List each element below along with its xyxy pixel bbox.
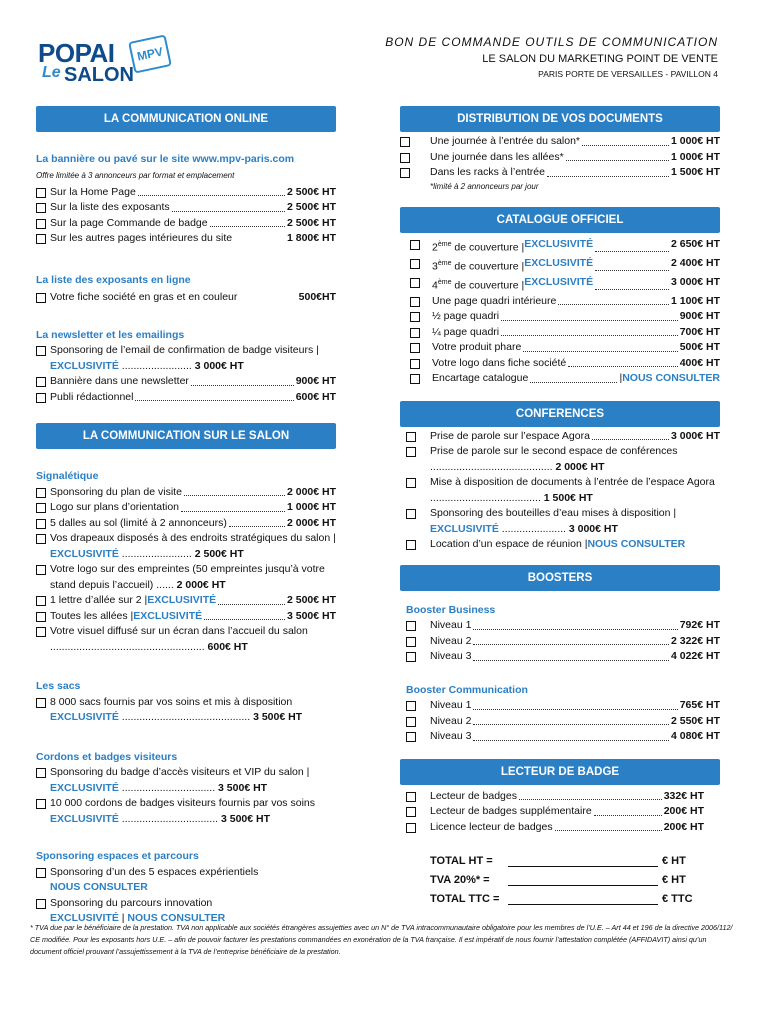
section-liste-title: La liste des exposants en ligne [36, 273, 191, 286]
section-espaces-title: Sponsoring espaces et parcours [36, 850, 199, 862]
left-column [36, 106, 336, 927]
order-item[interactable] [36, 500, 336, 516]
section-cordons-title: Cordons et badges visiteurs [36, 750, 178, 763]
item-label: Votre visuel diffusé sur un écran dans l’accueil du salon [50, 625, 308, 637]
nous-consulter-tag: NOUS CONSULTER [127, 912, 226, 924]
item-label: Niveau 1 [430, 619, 472, 631]
item-label: Logo sur plans d’orientation [50, 501, 180, 513]
item-price: 900€ HT [295, 375, 336, 387]
logo-mpv-bag-icon: MPV [128, 34, 172, 73]
item-price: 1 000€ HT [670, 150, 720, 163]
section-sacs-title: Les sacs [36, 680, 81, 692]
exclusivite-tag: EXCLUSIVITÉ [147, 594, 217, 606]
banner-lecteur: LECTEUR DE BADGE [400, 759, 720, 785]
checkbox[interactable] [406, 447, 420, 456]
order-item[interactable] [36, 216, 336, 232]
separator: | [118, 912, 128, 924]
item-price: 2 500€ HT [286, 216, 336, 229]
exclusivite-tag: EXCLUSIVITÉ [524, 237, 594, 250]
item-label: Sponsoring d’un des 5 espaces expérientiels [50, 865, 259, 878]
order-item[interactable] [400, 714, 720, 730]
checkbox[interactable] [400, 153, 414, 162]
item-label: 1 lettre d’allée sur 2 | [50, 594, 148, 606]
item-label: ½ page quadri [432, 310, 500, 322]
order-item[interactable] [400, 789, 720, 805]
total-label: TVA 20%* = [430, 874, 490, 886]
order-item[interactable] [36, 485, 336, 501]
exclusivite-tag: EXCLUSIVITÉ [430, 522, 499, 535]
section-banniere-title: La bannière ou pavé sur le site www.mpv-paris.com [36, 153, 295, 165]
document-title: BON DE COMMANDE OUTILS DE COMMUNICATION [385, 35, 718, 49]
item-price: 3 000€ HT [194, 359, 244, 372]
item-label: 3ème de couverture | [432, 259, 525, 272]
section-banniere-note: Offre limitée à 3 annonceurs par format et emplacement [36, 170, 235, 180]
item-price: 900€ HT [679, 310, 720, 322]
checkbox[interactable] [400, 168, 414, 177]
total-ttc-row [430, 890, 693, 909]
exclusivite-tag: EXCLUSIVITÉ [524, 256, 594, 269]
item-price: 2 322€ HT [670, 634, 720, 647]
item-label: Votre logo dans fiche société [432, 356, 567, 369]
item-label: Niveau 2 [430, 634, 472, 647]
item-label: Votre fiche société en gras et en couleur [50, 291, 238, 303]
checkbox[interactable] [36, 868, 50, 877]
item-price: 600€ HT [207, 640, 248, 653]
exclusivite-tag: EXCLUSIVITÉ [133, 609, 203, 622]
item-label: Niveau 3 [430, 730, 472, 742]
total-label: TOTAL TTC = [430, 893, 500, 905]
item-label: Lecteur de badges [430, 789, 517, 802]
item-label: Niveau 3 [430, 650, 472, 662]
nous-consulter-tag: NOUS CONSULTER [587, 538, 686, 550]
tva-row [430, 871, 693, 890]
order-item[interactable] [36, 865, 336, 896]
banner-salon: LA COMMUNICATION SUR LE SALON [36, 423, 336, 449]
order-item[interactable]: Votre logo sur des empreintes (50 empreintes jusqu’à votre stand depuis l’accueil) ...... 2 000€ HT [36, 562, 336, 593]
item-label: Sur la page Commande de badge [50, 216, 208, 229]
item-label: Une journée dans les allées* [430, 150, 564, 163]
item-label: Publi rédactionnel [50, 390, 134, 403]
order-item[interactable] [400, 325, 720, 341]
checkbox[interactable] [406, 717, 420, 726]
item-label: Location d’un espace de réunion | [430, 538, 588, 550]
item-price: 2 000€ HT [286, 485, 336, 498]
checkbox[interactable] [406, 792, 420, 801]
order-item[interactable] [400, 309, 720, 325]
order-item[interactable] [400, 804, 720, 820]
checkbox[interactable] [36, 503, 50, 512]
checkbox[interactable] [406, 432, 420, 441]
item-price: 2 500€ HT [194, 547, 244, 560]
nous-consulter-tag: NOUS CONSULTER [50, 881, 148, 893]
order-item[interactable] [400, 618, 720, 634]
separator: | [619, 372, 623, 384]
checkbox[interactable] [36, 377, 50, 386]
order-item[interactable] [400, 356, 720, 372]
item-label: Sponsoring de l’email de confirmation de badge visiteurs | [50, 344, 319, 356]
order-item[interactable] [36, 374, 336, 390]
item-price: 765€ HT [679, 699, 720, 711]
item-label: Niveau 1 [430, 699, 472, 711]
section-booster-communication-title: Booster Communication [406, 683, 528, 696]
item-price: 332€ HT [663, 789, 704, 802]
order-item[interactable]: Votre visuel diffusé sur un écran dans l’accueil du salon ..................................................... 600€ HT [36, 624, 336, 655]
order-item[interactable]: Sponsoring des bouteilles d’eau mises à disposition | EXCLUSIVITÉ ...................... 3 000€ HT [400, 506, 720, 537]
item-label: Votre logo sur des empreintes (50 empreintes jusqu’à votre stand depuis l’accueil) [50, 563, 325, 591]
exclusivite-tag: EXCLUSIVITÉ [524, 275, 594, 288]
order-item[interactable] [36, 609, 336, 625]
item-price: 2 000€ HT [286, 516, 336, 529]
checkbox[interactable] [410, 259, 424, 268]
item-price: 500€ HT [679, 341, 720, 353]
order-item[interactable] [36, 185, 336, 201]
item-price: 1 800€ HT [286, 232, 336, 244]
order-item[interactable]: Mise à disposition de documents à l’entrée de l’espace Agora ...................................... 1 500€ HT [400, 475, 720, 506]
section-booster-business-title: Booster Business [406, 603, 496, 616]
order-item[interactable] [400, 294, 720, 310]
order-item[interactable]: Prise de parole sur le second espace de conférences .......................................... 2 000€ HT [400, 444, 720, 475]
section-newsletter-title: La newsletter et les emailings [36, 328, 185, 341]
document-header [385, 35, 718, 79]
checkbox[interactable] [410, 359, 424, 368]
order-item[interactable] [400, 134, 720, 150]
item-label: Niveau 2 [430, 714, 472, 727]
document-subtitle: LE SALON DU MARKETING POINT DE VENTE [482, 53, 718, 65]
checkbox[interactable] [410, 312, 424, 321]
order-item[interactable] [400, 649, 720, 665]
item-label: Une journée à l’entrée du salon* [430, 135, 581, 147]
item-price: 2 650€ HT [670, 237, 720, 250]
banner-online: LA COMMUNICATION ONLINE [36, 106, 336, 132]
checkbox[interactable] [36, 596, 50, 605]
item-price: 4 022€ HT [670, 650, 720, 662]
item-price: 1 500€ HT [543, 491, 593, 504]
exclusivite-tag: EXCLUSIVITÉ [50, 359, 119, 372]
item-label: Votre produit phare [432, 341, 522, 353]
item-label: Prise de parole sur le second espace de conférences [430, 445, 678, 457]
total-ht-field[interactable] [508, 852, 658, 867]
total-ttc-field[interactable] [508, 890, 658, 905]
totals-block [430, 852, 693, 909]
order-item[interactable] [400, 729, 720, 745]
item-price: 200€ HT [663, 805, 704, 817]
total-ht-row [430, 852, 693, 871]
item-label: Une page quadri intérieure [432, 294, 557, 307]
logo-popai: POPAI [38, 38, 115, 68]
order-item[interactable] [36, 231, 336, 247]
checkbox[interactable] [36, 203, 50, 212]
item-label: Sur les autres pages intérieures du site [50, 232, 233, 244]
item-label: Licence lecteur de badges [430, 820, 553, 833]
checkbox[interactable] [400, 137, 414, 146]
item-label: Mise à disposition de documents à l’entrée de l’espace Agora [430, 476, 715, 488]
order-item[interactable] [36, 516, 336, 532]
item-price: 400€ HT [679, 356, 720, 369]
item-label: Sponsoring du plan de visite [50, 485, 182, 498]
order-item[interactable] [400, 820, 720, 836]
item-price: 792€ HT [679, 619, 720, 631]
item-price: 1 500€ HT [670, 166, 720, 178]
item-price: 3 000€ HT [670, 275, 720, 288]
checkbox[interactable] [36, 612, 50, 621]
item-label: Dans les racks à l’entrée [430, 166, 545, 178]
item-label: 2ème de couverture | [432, 240, 525, 253]
popai-mpv-logo [38, 34, 168, 90]
exclusivite-tag: EXCLUSIVITÉ [50, 547, 119, 560]
item-price: 3 000€ HT [568, 522, 618, 535]
checkbox[interactable] [406, 732, 420, 741]
checkbox[interactable] [36, 565, 50, 574]
item-price: 2 000€ HT [555, 460, 605, 473]
checkbox[interactable] [36, 534, 50, 543]
item-price: 700€ HT [679, 325, 720, 338]
total-label: TOTAL HT = [430, 855, 493, 867]
order-item[interactable] [400, 429, 720, 445]
item-price: 4 080€ HT [670, 730, 720, 742]
item-price: 1 100€ HT [670, 294, 720, 307]
order-item[interactable]: 10 000 cordons de badges visiteurs fournis par vos soins EXCLUSIVITÉ ................................. 3 500€ HT [36, 796, 336, 827]
item-price: 1 000€ HT [670, 135, 720, 147]
checkbox[interactable] [410, 374, 424, 383]
item-price: 3 500€ HT [220, 812, 270, 825]
checkbox[interactable] [36, 188, 50, 197]
order-item[interactable] [400, 150, 720, 166]
item-price: 600€ HT [295, 390, 336, 403]
order-item[interactable] [400, 256, 720, 275]
item-price: 2 500€ HT [286, 594, 336, 606]
item-label: Encartage catalogue [432, 372, 529, 384]
item-label: 8 000 sacs fournis par vos soins et mis à disposition [50, 695, 293, 708]
total-unit: € TTC [662, 893, 693, 905]
checkbox[interactable] [406, 637, 420, 646]
checkbox[interactable] [36, 488, 50, 497]
item-label: Sponsoring du badge d’accès visiteurs et VIP du salon | [50, 766, 310, 778]
section-signaletique-title: Signalétique [36, 470, 99, 482]
checkbox[interactable] [406, 540, 420, 549]
checkbox[interactable] [36, 698, 50, 707]
checkbox[interactable] [36, 393, 50, 402]
banner-catalogue: CATALOGUE OFFICIEL [400, 207, 720, 233]
checkbox[interactable] [36, 627, 50, 636]
checkbox[interactable] [406, 823, 420, 832]
nous-consulter-tag: NOUS CONSULTER [622, 372, 720, 384]
item-price: 3 500€ HT [286, 609, 336, 622]
order-item[interactable] [36, 593, 336, 609]
banner-conferences: CONFERENCES [400, 401, 720, 427]
banniere-list [36, 185, 336, 247]
checkbox[interactable] [410, 328, 424, 337]
order-item[interactable] [400, 537, 720, 553]
order-item[interactable] [400, 165, 720, 181]
order-item[interactable]: Sponsoring du badge d’accès visiteurs et VIP du salon | EXCLUSIVITÉ ................................ 3 500€ HT [36, 765, 336, 796]
item-price: 3 500€ HT [218, 781, 268, 794]
item-label: 4ème de couverture | [432, 278, 525, 291]
checkbox[interactable] [36, 519, 50, 528]
item-price: 200€ HT [663, 820, 704, 833]
order-item[interactable]: Sponsoring de l’email de confirmation de badge visiteurs | EXCLUSIVITÉ ........................ 3 000€ HT [36, 343, 336, 374]
item-label: Bannière dans une newsletter [50, 375, 189, 387]
checkbox[interactable] [406, 509, 420, 518]
checkbox[interactable] [36, 346, 50, 355]
checkbox[interactable] [36, 234, 50, 243]
checkbox[interactable] [410, 297, 424, 306]
item-label: Lecteur de badges supplémentaire [430, 805, 592, 817]
item-label: 5 dalles au sol (limité à 2 annonceurs) [50, 516, 227, 529]
item-label: ¼ page quadri [432, 325, 500, 338]
order-item[interactable] [36, 390, 336, 406]
item-label: Sur la Home Page [50, 185, 136, 198]
checkbox[interactable] [36, 768, 50, 777]
item-price: 3 500€ HT [253, 711, 303, 723]
total-unit: € HT [662, 855, 686, 867]
item-price: 2 000€ HT [176, 578, 226, 591]
tva-footnote: * TVA due par le bénéficiaire de la prestation. TVA non applicable aux sociétés étrangères assujetties avec un N° de TVA intracommunautaire obligatoire pour les membres de l’U.E. – Art 44 et 196 de la directive 2006/112/ CE modifiée. Pour les exposants hors U.E. – afin de pouvoir facturer les prestations commandées en exonération de la TVA française. Il est impératif de nous fournir l’attestation complétée (AFFIDAVIT) ainsi qu’un document officiel prouvant l’assujettissement à la TVA de l’entreprise bénéficiaire de la prestation. [30, 923, 733, 956]
item-price: 2 400€ HT [670, 256, 720, 269]
item-label: Toutes les allées | [50, 609, 134, 622]
checkbox[interactable] [36, 293, 50, 302]
total-unit: € HT [662, 874, 686, 886]
checkbox[interactable] [406, 478, 420, 487]
checkbox[interactable] [406, 652, 420, 661]
banner-boosters: BOOSTERS [400, 565, 720, 591]
item-price: 1 000€ HT [286, 501, 336, 513]
tva-field[interactable] [508, 871, 658, 886]
item-label: Sur la liste des exposants [50, 201, 170, 213]
logo-le: Le [42, 64, 61, 81]
order-item[interactable]: 8 000 sacs fournis par vos soins et mis à disposition EXCLUSIVITÉ ............................................ 3 500€ HT [36, 695, 336, 726]
item-price: 2 500€ HT [286, 185, 336, 198]
item-price: 2 500€ HT [286, 201, 336, 213]
document-location: PARIS PORTE DE VERSAILLES - PAVILLON 4 [538, 69, 718, 79]
logo-salon: SALON [64, 64, 134, 86]
checkbox[interactable] [406, 807, 420, 816]
item-label: Sponsoring des bouteilles d’eau mises à disposition | [430, 507, 677, 519]
order-item[interactable] [400, 698, 720, 714]
order-item[interactable] [400, 634, 720, 650]
item-label: Sponsoring du parcours innovation [50, 896, 213, 909]
checkbox[interactable] [406, 621, 420, 630]
order-item[interactable] [400, 371, 720, 387]
order-item[interactable] [400, 275, 720, 294]
item-label: Vos drapeaux disposés à des endroits stratégiques du salon | [50, 532, 336, 544]
exclusivite-tag: EXCLUSIVITÉ [50, 812, 119, 825]
item-label: Prise de parole sur l’espace Agora [430, 429, 590, 442]
order-item[interactable]: Vos drapeaux disposés à des endroits stratégiques du salon | EXCLUSIVITÉ ........................ 2 500€ HT [36, 531, 336, 562]
order-item[interactable] [400, 340, 720, 356]
checkbox[interactable] [36, 899, 50, 908]
right-column [400, 106, 720, 835]
order-item[interactable] [400, 237, 720, 256]
exclusivite-tag: EXCLUSIVITÉ [50, 912, 119, 924]
exclusivite-tag: EXCLUSIVITÉ [50, 711, 119, 723]
checkbox[interactable] [410, 278, 424, 287]
order-item[interactable] [36, 290, 336, 306]
item-price: 2 550€ HT [670, 714, 720, 727]
checkbox[interactable] [406, 701, 420, 710]
exclusivite-tag: EXCLUSIVITÉ [50, 781, 119, 794]
checkbox[interactable] [36, 799, 50, 808]
item-price: 3 000€ HT [670, 429, 720, 442]
order-item[interactable] [36, 200, 336, 216]
checkbox[interactable] [410, 343, 424, 352]
distribution-note: *limité à 2 annonceurs par jour [430, 181, 539, 191]
checkbox[interactable] [36, 219, 50, 228]
checkbox[interactable] [410, 240, 424, 249]
item-label: 10 000 cordons de badges visiteurs fournis par vos soins [50, 797, 315, 809]
item-price: 500€HT [298, 291, 336, 303]
banner-distribution: DISTRIBUTION DE VOS DOCUMENTS [400, 106, 720, 132]
